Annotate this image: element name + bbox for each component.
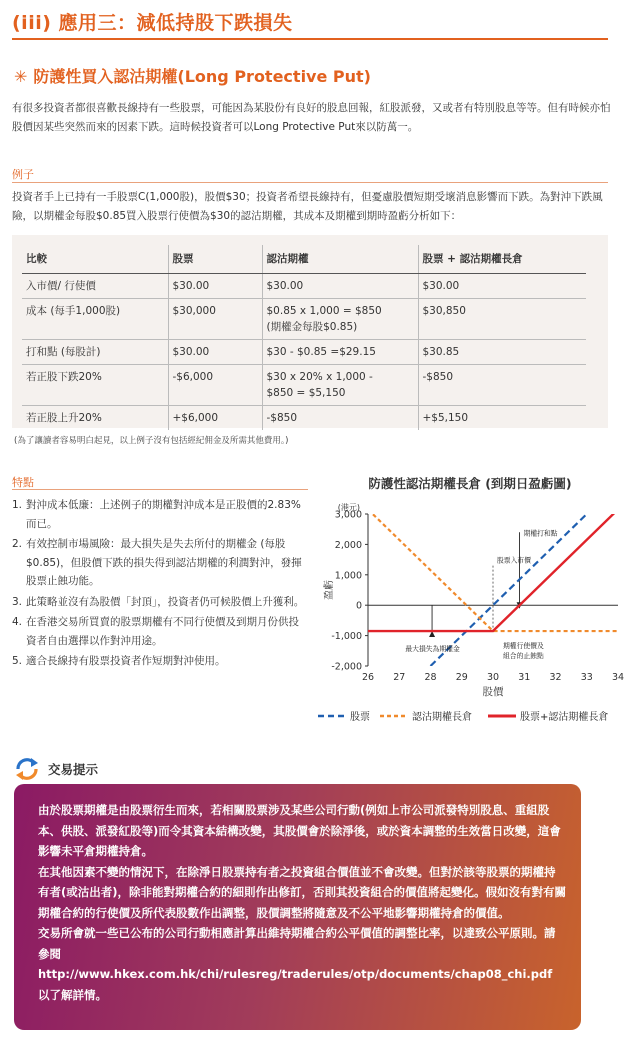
table-cell: +$5,150 (418, 405, 586, 430)
unit-label: (港元) (337, 503, 360, 512)
x-tick-label: 31 (518, 672, 531, 683)
comparison-table (22, 245, 586, 430)
table-cell: +$6,000 (168, 405, 262, 430)
x-tick-label: 29 (455, 672, 468, 683)
tips-paragraph: 交易所會就一些已公布的公司行動相應計算出維持期權合約公平價值的調整比率，以達致公平原則。請參閱http://www.hkex.com.hk/chi/rulesreg/traderules/otp/documents/chap08_chi.pdf 以了解詳情。 (38, 926, 556, 1002)
table-row (22, 405, 586, 430)
table-header: 比較 (22, 245, 168, 273)
legend-label: 股票+認沽期權長倉 (520, 712, 609, 723)
x-tick-label: 26 (361, 672, 375, 683)
features-divider (12, 489, 308, 490)
y-tick-label: -2,000 (331, 661, 362, 673)
tips-paragraph: 由於股票期權是由股票衍生而來，若相關股票涉及某些公司行動(例如上市公司派發特別股息、重組股本、供股、派發紅股等)而令其資本結構改變，其股價會於除淨後，或於資本調整的生效當日改變，這會影響未平倉期權持倉。 (38, 803, 561, 858)
table-cell: 若正股下跌20% (22, 364, 168, 405)
tips-paragraph: 在其他因素不變的情況下，在除淨日股票持有者之投資組合價值並不會改變。但對於該等股票的期權持有者(或沽出者)，除非能對期權合約的細則作出修訂，否則其投資組合的價值將起變化。假如沒有對有關期權合約的行使價及所代表股數作出調整，股價調整將隨意及不公平地影響期權持倉的價值。 (38, 864, 567, 920)
chart-annotation: 期權打和點 (523, 529, 558, 538)
strategy-title (14, 64, 371, 87)
y-tick-label: 0 (355, 600, 362, 612)
table-cell: $0.85 x 1,000 = $850 (期權金每股$0.85) (262, 298, 418, 339)
y-tick-label: -1,000 (331, 631, 362, 643)
tips-header (14, 757, 98, 781)
tips-label: 交易提示 (48, 762, 99, 777)
x-tick-label: 27 (393, 672, 406, 683)
x-tick-label: 28 (424, 672, 437, 683)
tips-text (38, 800, 566, 1005)
chart-annotation: 期權行使價及 (503, 641, 544, 650)
list-item: 1. 對沖成本低廉：上述例子的期權對沖成本是正股價的2.83%而已。 (12, 499, 301, 530)
list-item: 5. 適合長線持有股票投資者作短期對沖使用。 (12, 655, 226, 667)
table-cell: 成本 (每手1,000股) (22, 298, 168, 339)
example-divider (12, 182, 608, 183)
table-cell: $30,000 (168, 298, 262, 339)
table-header: 認沽期權 (262, 245, 418, 273)
table-header: 股票 + 認沽期權長倉 (418, 245, 586, 273)
intro-paragraph: 有很多投資者都很喜歡長線持有一些股票，可能因為某股份有良好的股息回報，紅股派發，又或者有特別股息等等。但有時候亦怕股價因某些突然而來的因素下跌。這時候投資者可以Long Protective Put來以防萬一。 (12, 102, 611, 133)
table-cell: $30.00 (168, 273, 262, 298)
table-header: 股票 (168, 245, 262, 273)
chart-annotation: 最大損失為期權金 (405, 644, 460, 653)
table-row (22, 298, 586, 339)
x-tick-label: 32 (549, 672, 562, 683)
y-tick-label: 3,000 (334, 509, 362, 521)
table-cell: -$850 (262, 405, 418, 430)
legend-label: 認沽期權長倉 (412, 712, 472, 723)
title-divider (12, 38, 608, 40)
chart-annotation: 股票入市價 (497, 556, 531, 565)
y-tick-label: 2,000 (334, 539, 362, 551)
y-tick-label: 1,000 (334, 570, 362, 582)
strategy-title-text: 防護性買入認沽期權(Long Protective Put) (33, 67, 371, 86)
x-axis-label: 股價 (482, 686, 504, 698)
table-cell: 入市價/ 行使價 (22, 273, 168, 298)
example-label: 例子 (12, 168, 34, 181)
series-line (431, 494, 619, 666)
chart-annotation: 組合的止蝕點 (503, 651, 544, 660)
asterisk-icon: ✳ (14, 67, 28, 86)
table-row (22, 364, 586, 405)
list-item: 4. 在香港交易所買賣的股票期權有不同行使價及到期月份供投資者自由選擇以作對沖用途。 (12, 616, 299, 647)
x-tick-label: 34 (611, 672, 625, 683)
list-item: 2. 有效控制市場風險：最大損失是失去所付的期權金 (每股$0.85)，但股價下跌的損失得到認沽期權的利潤對沖，發揮股票止蝕功能。 (12, 538, 302, 587)
table-cell: -$6,000 (168, 364, 262, 405)
features-label: 特點 (12, 476, 34, 489)
section-title: (iii) 應用三：減低持股下跌損失 (12, 12, 293, 34)
table-cell: $30.00 (262, 273, 418, 298)
table-cell: $30.85 (418, 339, 586, 364)
table-footnote: (為了讓讀者容易明白起見，以上例子沒有包括經紀佣金及所需其他費用。) (14, 436, 289, 446)
table-cell: $30,850 (418, 298, 586, 339)
table-cell: 若正股上升20% (26, 411, 102, 424)
table-cell: -$850 (418, 364, 586, 405)
payoff-chart (318, 494, 630, 730)
table-cell: $30.00 (418, 273, 586, 298)
y-axis-label: 盈虧 (324, 580, 335, 600)
features-list (12, 496, 306, 673)
table-row (22, 339, 586, 364)
table-cell: $30 - $0.85 =$29.15 (262, 339, 418, 364)
chart-title: 防護性認沽期權長倉 (到期日盈虧圖) (368, 476, 572, 491)
table-cell: $30.00 (168, 339, 262, 364)
list-item: 3. 此策略並沒有為股價「封頂」，投資者仍可候股價上升獲利。 (12, 595, 305, 608)
x-tick-label: 33 (580, 672, 593, 683)
legend-label: 股票 (350, 712, 370, 723)
table-cell: $30 x 20% x 1,000 - $850 = $5,150 (262, 364, 418, 405)
x-tick-label: 30 (486, 672, 500, 683)
table-cell: 打和點 (每股計) (22, 339, 168, 364)
example-paragraph: 投資者手上已持有一手股票C(1,000股)，股價$30；投資者希望長線持有，但憂慮股價短期受壞消息影響而下跌。為對沖下跌風險，以期權金每股$0.85買入股票行使價為$30的認沽期權，其成本及期權到期時盈虧分析如下： (12, 191, 603, 222)
table-row (22, 273, 586, 298)
refresh-arrows-icon (14, 757, 40, 781)
